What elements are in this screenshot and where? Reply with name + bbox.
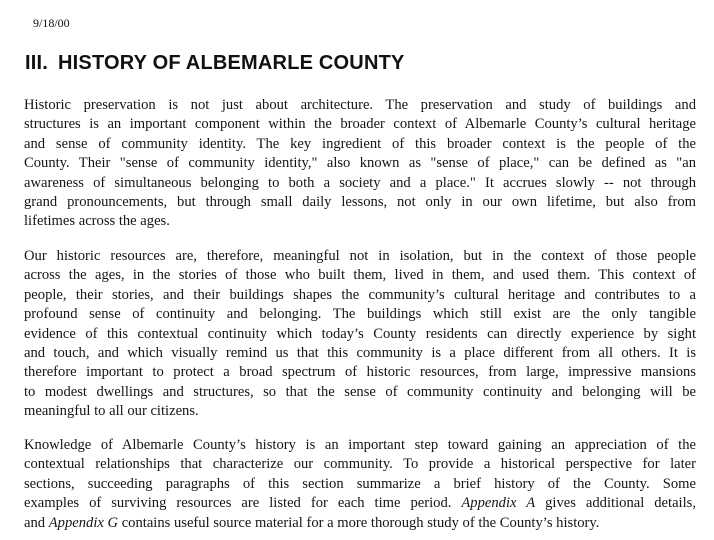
paragraph-line: Knowledge of Albemarle County’s history is an important step toward gaining an appreciation of the: [24, 437, 696, 453]
paragraph-2: [24, 247, 696, 422]
paragraph-line: sections, succeeding paragraphs of this section summarize a brief history of the County. Some: [24, 475, 696, 492]
paragraph-line: [24, 494, 696, 513]
paragraph-line: [24, 514, 696, 533]
appendix-a-reference: Appendix A: [461, 495, 536, 512]
paragraph-line: and sense of community identity. The key ingredient of this broader context is the people of the: [24, 135, 696, 152]
appendix-g-reference: Appendix G: [48, 514, 119, 531]
paragraph-line: therefore important to protect a broad spectrum of historic resources, from large, impressive mansions: [24, 364, 696, 381]
paragraph-line: profound sense of continuity and belonging. The buildings which still exist are the only tangible: [24, 306, 696, 323]
paragraph-line: contextual relationships that characterize our community. To provide a historical perspective for later: [24, 456, 696, 473]
paragraph-1: [24, 96, 696, 232]
paragraph-line: lifetimes across the ages.: [24, 213, 170, 230]
paragraph-line: awareness of simultaneous belonging to both a society and a place." It accrues slowly -- not through: [24, 174, 696, 191]
paragraph-line: grand pronouncements, but through small daily lessons, not only in our own lifetime, but also from: [24, 194, 696, 211]
paragraph-text: and: [24, 514, 49, 531]
paragraph-line: across the ages, in the stories of those who built them, lived in them, and used them. This context of: [24, 267, 696, 284]
paragraph-line: evidence of this contextual continuity which today’s County residents can directly experience by sight: [24, 325, 696, 342]
section-number: III.: [25, 52, 49, 74]
section-heading: [25, 52, 405, 75]
paragraph-3: [24, 436, 696, 533]
paragraph-text: examples of surviving resources are listed for each time period.: [24, 495, 452, 512]
paragraph-line: people, their stories, and their buildings shapes the community’s cultural heritage and contributes to a: [24, 286, 696, 303]
paragraph-text: [451, 495, 461, 511]
paragraph-line: Historic preservation is not just about architecture. The preservation and study of buildings and: [24, 97, 696, 113]
page-date: 9/18/00: [33, 16, 70, 30]
paragraph-text: contains useful source material for a more thorough study of the County’s history.: [118, 514, 600, 531]
section-title: HISTORY OF ALBEMARLE COUNTY: [58, 52, 405, 74]
paragraph-line: structures is an important component within the broader context of Albemarle County’s cultural heritage: [24, 116, 696, 133]
paragraph-line: meaningful to all our citizens.: [24, 403, 199, 420]
paragraph-line: Our historic resources are, therefore, meaningful not in isolation, but in the context of those people: [24, 248, 696, 264]
paragraph-text: gives additional details,: [535, 495, 696, 512]
paragraph-line: and touch, and which visually remind us that this community is a place different from all others. It is: [24, 345, 696, 362]
paragraph-line: to modest dwellings and structures, so that the sense of community continuity and belonging will be: [24, 383, 696, 400]
paragraph-line: County. Their "sense of community identity," also known as "sense of place," can be defined as "an: [24, 155, 696, 172]
